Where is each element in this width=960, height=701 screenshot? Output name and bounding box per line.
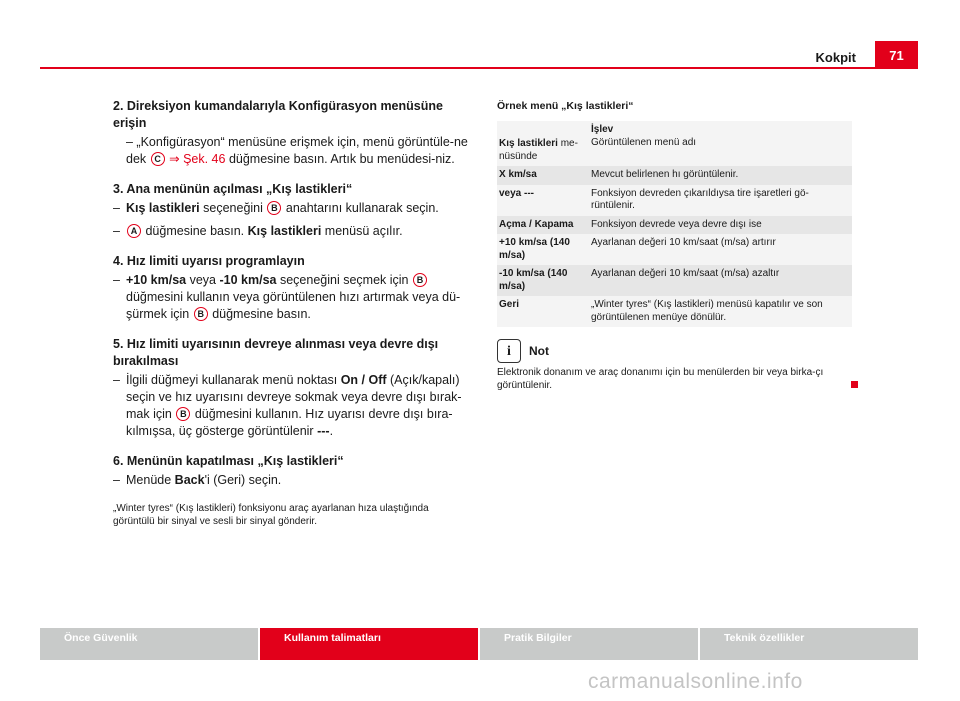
list-item: – A düğmesine basın. Kış lastikleri menüsü açılır. bbox=[113, 224, 403, 238]
section-5 bbox=[113, 336, 468, 440]
table-row: Açma / Kapama Fonksiyon devrede veya devre dışı ise bbox=[497, 216, 852, 235]
section-2 bbox=[113, 98, 468, 168]
key-c-icon: C bbox=[151, 152, 165, 166]
chapter-title: Kokpit bbox=[815, 50, 856, 65]
table-header-row: Kış lastikleri me-nüsünde İşlev Görüntülenen menü adı bbox=[497, 121, 852, 166]
left-column bbox=[113, 98, 468, 528]
key-b-icon: B bbox=[194, 307, 208, 321]
list-item: – Kış lastikleri seçeneğini B anahtarını kullanarak seçin. bbox=[113, 201, 439, 215]
header-rule bbox=[40, 67, 918, 69]
list-item: – Menüde Back'i (Geri) seçin. bbox=[113, 473, 282, 487]
note-text: Elektronik donanım ve araç donanımı için bu menülerden bir veya birka-çı görüntülenir. bbox=[497, 367, 824, 391]
key-b-icon: B bbox=[413, 273, 427, 287]
right-column bbox=[497, 100, 852, 392]
table-title: Örnek menü „Kış lastikleri“ bbox=[497, 100, 634, 112]
key-a-icon: A bbox=[127, 224, 141, 238]
footer-tab-technical[interactable]: Teknik özellikler bbox=[700, 628, 918, 660]
section-3 bbox=[113, 181, 468, 240]
footnote: „Winter tyres“ (Kış lastikleri) fonksiyonu araç ayarlanan hıza ulaştığında görüntülü bir sinyal ve sesli bir sinyal gönderir. bbox=[113, 503, 429, 527]
footer-tab-operation[interactable]: Kullanım talimatları bbox=[260, 628, 478, 660]
section-4 bbox=[113, 253, 468, 323]
section-heading: 2. Direksiyon kumandalarıyla Konfigürasyon menüsüne erişin bbox=[113, 99, 443, 130]
section-6 bbox=[113, 453, 468, 489]
info-icon: i bbox=[497, 339, 521, 363]
key-b-icon: B bbox=[176, 407, 190, 421]
figure-link[interactable]: ⇒ Şek. 46 bbox=[169, 152, 226, 166]
section-heading: 4. Hız limiti uyarısı programlayın bbox=[113, 254, 305, 268]
table-row: Geri „Winter tyres“ (Kış lastikleri) menüsü kapatılır ve son görüntülenen menüye dönülür. bbox=[497, 296, 852, 327]
list-item: – „Konfigürasyon“ menüsüne erişmek için, menü görüntüle-ne dek C ⇒ Şek. 46 düğmesine basın. Artık bu menüdesi-niz. bbox=[126, 135, 468, 166]
table-row: X km/sa Mevcut belirlenen hı görüntülenir. bbox=[497, 166, 852, 185]
note-title: Not bbox=[529, 343, 549, 358]
footer-nav bbox=[40, 628, 918, 660]
menu-table bbox=[497, 121, 852, 327]
note-box bbox=[497, 339, 852, 392]
end-marker bbox=[851, 381, 858, 388]
table-row: veya --- Fonksiyon devreden çıkarıldıysa tire işaretleri gö-rüntülenir. bbox=[497, 185, 852, 216]
section-heading: 5. Hız limiti uyarısının devreye alınması veya devre dışı bırakılması bbox=[113, 337, 439, 368]
list-item: – İlgili düğmeyi kullanarak menü noktası On / Off (Açık/kapalı) seçin ve hız uyarısını devreye sokmak veya devre dışı bırak-mak için B düğmesini kullanın. Hız uyarısı devre dışı bıra-kılmışsa, üç gösterge görüntülenir ---. bbox=[113, 373, 462, 438]
watermark: carmanualsonline.info bbox=[588, 670, 803, 693]
section-heading: 3. Ana menünün açılması „Kış lastikleri“ bbox=[113, 182, 353, 196]
page-number: 71 bbox=[875, 41, 918, 68]
footer-tab-practical[interactable]: Pratik Bilgiler bbox=[480, 628, 698, 660]
footer-tab-safety[interactable]: Önce Güvenlik bbox=[40, 628, 258, 660]
section-heading: 6. Menünün kapatılması „Kış lastikleri“ bbox=[113, 454, 344, 468]
table-row: -10 km/sa (140 m/sa) Ayarlanan değeri 10 km/saat (m/sa) azaltır bbox=[497, 265, 852, 296]
table-row: +10 km/sa (140 m/sa) Ayarlanan değeri 10 km/saat (m/sa) artırır bbox=[497, 234, 852, 265]
key-b-icon: B bbox=[267, 201, 281, 215]
list-item: – +10 km/sa veya -10 km/sa seçeneğini seçmek için B düğmesini kullanın veya görüntülenen hızı artırmak veya dü-şürmek için B düğmesine basın. bbox=[113, 273, 461, 321]
